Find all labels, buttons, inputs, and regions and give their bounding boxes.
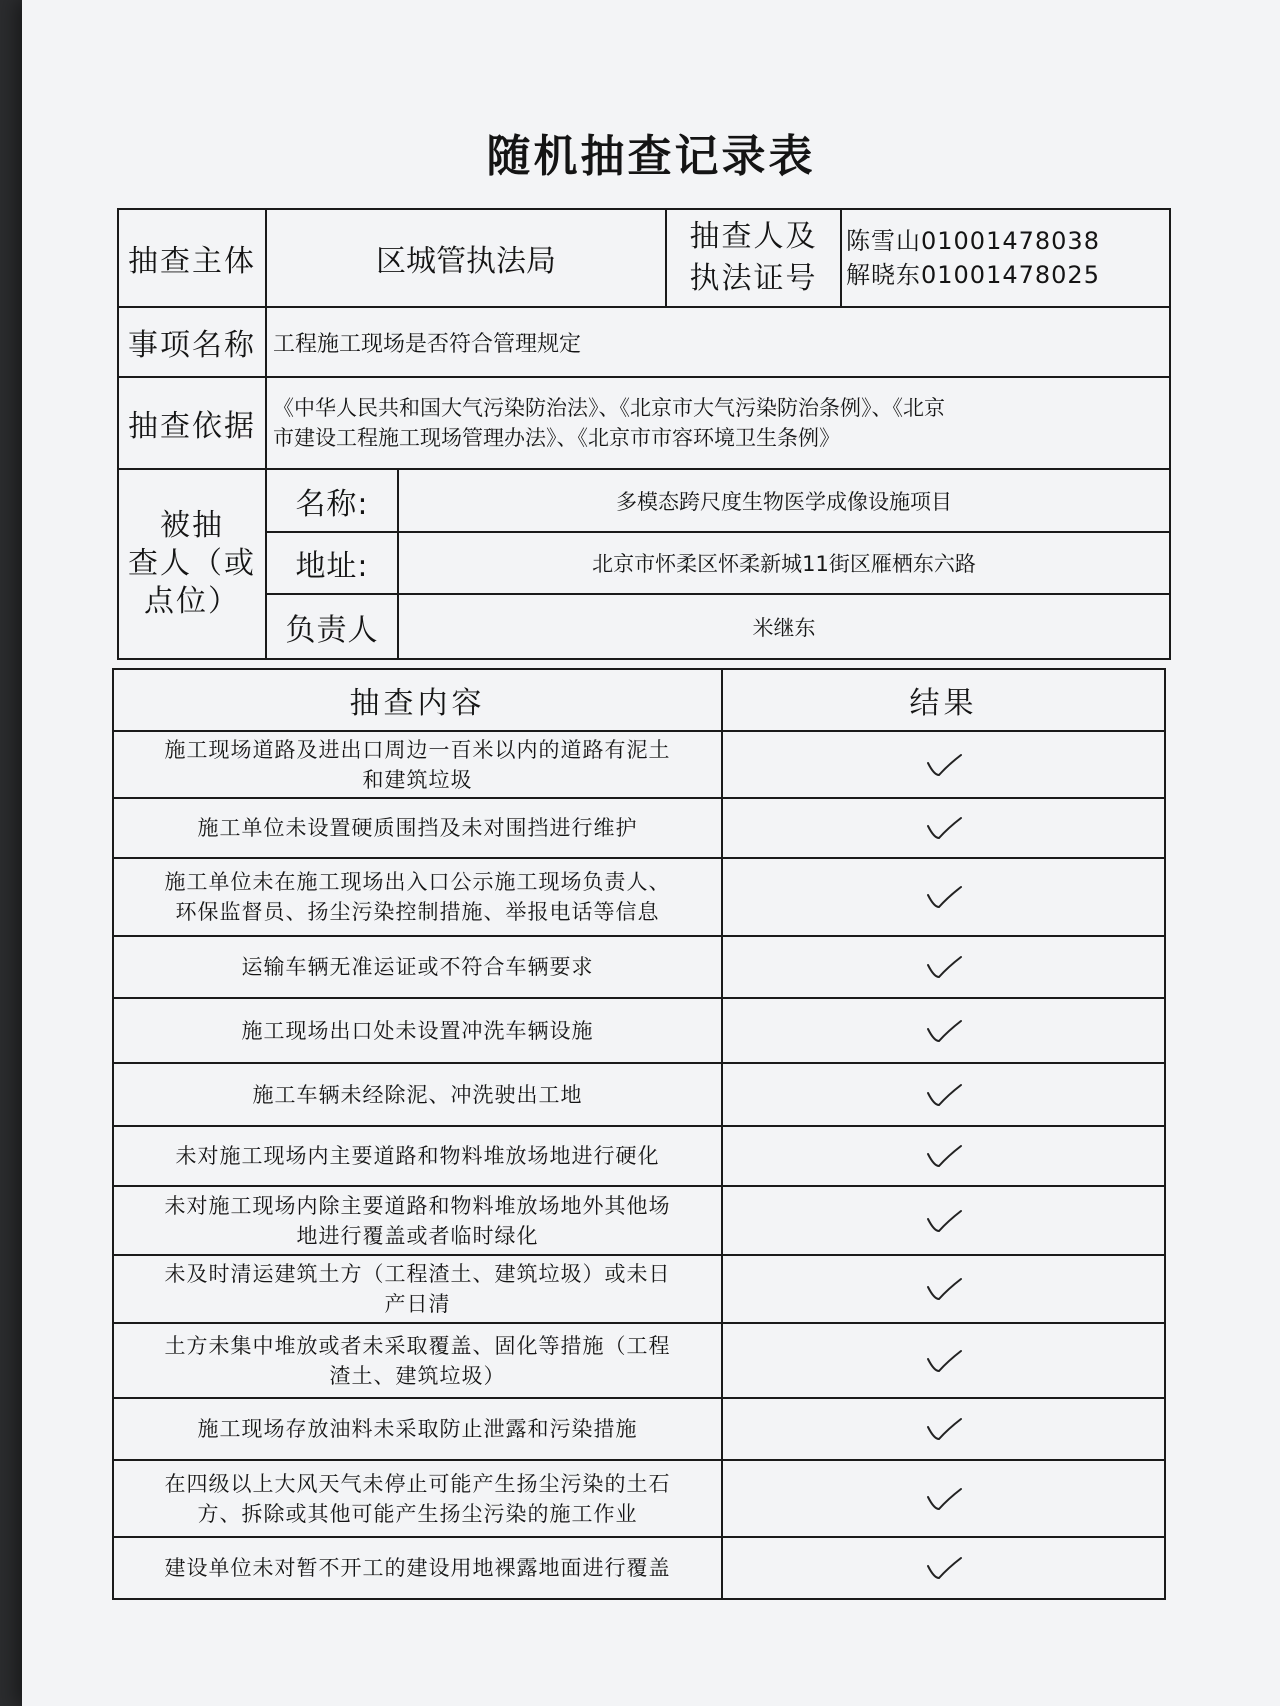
checklist-row bbox=[113, 998, 1165, 1063]
item-name-label: 事项名称 bbox=[118, 307, 266, 377]
checklist-result bbox=[722, 798, 1165, 858]
subject-label: 抽查主体 bbox=[118, 209, 266, 307]
checkmark-icon bbox=[924, 1017, 964, 1045]
checklist-result bbox=[722, 858, 1165, 936]
checklist-item-text: 未及时清运建筑土方（工程渣土、建筑垃圾）或未日 产日清 bbox=[113, 1255, 722, 1323]
checklist-row bbox=[113, 1063, 1165, 1126]
checklist-row bbox=[113, 798, 1165, 858]
checklist-result bbox=[722, 1537, 1165, 1599]
inspected-name-value: 多模态跨尺度生物医学成像设施项目 bbox=[398, 469, 1170, 532]
checklist-item-text: 在四级以上大风天气未停止可能产生扬尘污染的土石 方、拆除或其他可能产生扬尘污染的施工作业 bbox=[113, 1460, 722, 1537]
inspected-label: 被抽 查人（或 点位） bbox=[118, 469, 266, 659]
inspector-1: 陈雪山01001478038 bbox=[846, 227, 1100, 255]
inspected-person-row bbox=[118, 594, 1170, 659]
checkmark-icon bbox=[924, 1275, 964, 1303]
checkmark-icon bbox=[924, 814, 964, 842]
checkmark-icon bbox=[924, 1415, 964, 1443]
checkmark-icon bbox=[924, 883, 964, 911]
inspected-address-label: 地址: bbox=[266, 532, 398, 594]
checklist-row bbox=[113, 731, 1165, 798]
checkmark-icon bbox=[924, 1142, 964, 1170]
checklist-item-text: 施工现场出口处未设置冲洗车辆设施 bbox=[113, 998, 722, 1063]
checklist-item-text: 建设单位未对暂不开工的建设用地裸露地面进行覆盖 bbox=[113, 1537, 722, 1599]
checklist-row bbox=[113, 936, 1165, 998]
checklist-item-text: 施工现场存放油料未采取防止泄露和污染措施 bbox=[113, 1398, 722, 1460]
checklist-row bbox=[113, 1537, 1165, 1599]
checklist-header-content: 抽查内容 bbox=[113, 669, 722, 731]
checklist-row bbox=[113, 858, 1165, 936]
checklist-item-text: 土方未集中堆放或者未采取覆盖、固化等措施（工程 渣土、建筑垃圾） bbox=[113, 1323, 722, 1398]
checklist-header-row bbox=[113, 669, 1165, 731]
checklist-result bbox=[722, 1255, 1165, 1323]
checklist-header-result: 结果 bbox=[722, 669, 1165, 731]
subject-row bbox=[118, 209, 1170, 307]
checklist-item-text: 未对施工现场内除主要道路和物料堆放场地外其他场 地进行覆盖或者临时绿化 bbox=[113, 1186, 722, 1255]
inspected-name-label: 名称: bbox=[266, 469, 398, 532]
checklist-result bbox=[722, 1398, 1165, 1460]
checkmark-icon bbox=[924, 1554, 964, 1582]
checklist-result bbox=[722, 936, 1165, 998]
checklist-row bbox=[113, 1398, 1165, 1460]
checklist-item-text: 未对施工现场内主要道路和物料堆放场地进行硬化 bbox=[113, 1126, 722, 1186]
checkmark-icon bbox=[924, 1207, 964, 1235]
checkmark-icon bbox=[924, 1347, 964, 1375]
checkmark-icon bbox=[924, 953, 964, 981]
checkmark-icon bbox=[924, 751, 964, 779]
inspectors-value bbox=[841, 209, 1170, 307]
checklist-table bbox=[112, 668, 1166, 1600]
checklist-row bbox=[113, 1126, 1165, 1186]
document-title: 随机抽查记录表 bbox=[486, 131, 816, 182]
item-name-row bbox=[118, 307, 1170, 377]
inspected-person-label: 负责人 bbox=[266, 594, 398, 659]
checklist-result bbox=[722, 1460, 1165, 1537]
inspectors-label: 抽查人及 执法证号 bbox=[666, 209, 841, 307]
basis-row bbox=[118, 377, 1170, 469]
checklist-result bbox=[722, 1323, 1165, 1398]
inspected-name-row bbox=[118, 469, 1170, 532]
checklist-item-text: 运输车辆无准运证或不符合车辆要求 bbox=[113, 936, 722, 998]
checkmark-icon bbox=[924, 1485, 964, 1513]
checklist-result bbox=[722, 1126, 1165, 1186]
checklist-row bbox=[113, 1255, 1165, 1323]
subject-value: 区城管执法局 bbox=[266, 209, 666, 307]
checklist-item-text: 施工车辆未经除泥、冲洗驶出工地 bbox=[113, 1063, 722, 1126]
item-name-value: 工程施工现场是否符合管理规定 bbox=[266, 307, 1170, 377]
inspected-address-row bbox=[118, 532, 1170, 594]
checklist-item-text: 施工现场道路及进出口周边一百米以内的道路有泥土 和建筑垃圾 bbox=[113, 731, 722, 798]
checklist-result bbox=[722, 998, 1165, 1063]
checkmark-icon bbox=[924, 1081, 964, 1109]
checklist-row bbox=[113, 1186, 1165, 1255]
checklist-result bbox=[722, 1186, 1165, 1255]
basis-label: 抽查依据 bbox=[118, 377, 266, 469]
checklist-row bbox=[113, 1460, 1165, 1537]
checklist-item-text: 施工单位未在施工现场出入口公示施工现场负责人、 环保监督员、扬尘污染控制措施、举报电话等信息 bbox=[113, 858, 722, 936]
checklist-row bbox=[113, 1323, 1165, 1398]
inspector-2: 解晓东01001478025 bbox=[846, 261, 1100, 289]
checklist-result bbox=[722, 731, 1165, 798]
inspected-address-value: 北京市怀柔区怀柔新城11街区雁栖东六路 bbox=[398, 532, 1170, 594]
checklist-item-text: 施工单位未设置硬质围挡及未对围挡进行维护 bbox=[113, 798, 722, 858]
info-table bbox=[117, 208, 1171, 660]
basis-value: 《中华人民共和国大气污染防治法》、《北京市大气污染防治条例》、《北京 市建设工程施工现场管理办法》、《北京市市容环境卫生条例》 bbox=[266, 377, 1170, 469]
inspected-person-value: 米继东 bbox=[398, 594, 1170, 659]
checklist-result bbox=[722, 1063, 1165, 1126]
